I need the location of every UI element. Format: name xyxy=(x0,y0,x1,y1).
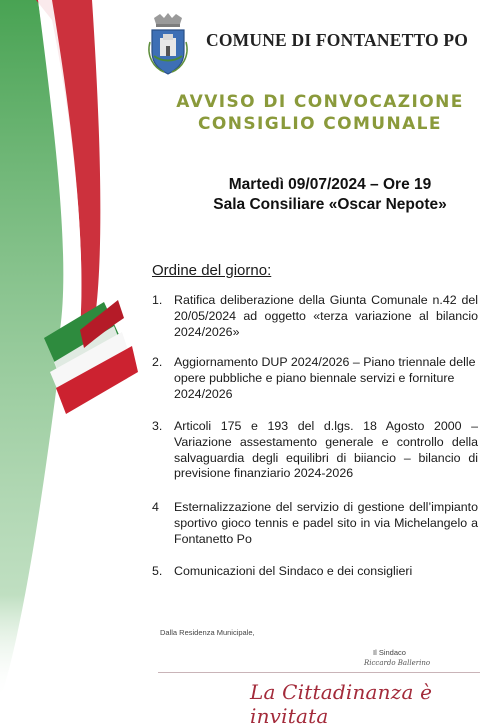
agenda-item-number: 1. xyxy=(152,293,163,307)
agenda-item-text: Esternalizzazione del servizio di gestione dell’impianto sportivo gioco tennis e padel sito in via Michelangelo a Fontanetto Po xyxy=(174,500,478,546)
residenza-label: Dalla Residenza Municipale, xyxy=(160,628,255,637)
agenda-item xyxy=(152,355,478,402)
agenda-title: Ordine del giorno: xyxy=(152,262,272,279)
meeting-date-time: Martedì 09/07/2024 – Ore 19 xyxy=(228,176,432,193)
meeting-place: Sala Consiliare «Oscar Nepote» xyxy=(213,196,447,213)
sindaco-signature: Riccardo Ballerino xyxy=(364,659,431,667)
agenda-item xyxy=(152,293,478,340)
sindaco-label: Il Sindaco xyxy=(373,648,406,657)
agenda-item-text: Articoli 175 e 193 del d.lgs. 18 Agosto 2000 – Variazione assestamento generale e controllo della salvaguardia degli equilibri di biiancio – bilancio di previsione finanziario 2024-2026 xyxy=(174,419,478,481)
agenda-item-text: Aggiornamento DUP 2024/2026 – Piano triennale delle opere pubbliche e piano biennale servizi e forniture 2024/2026 xyxy=(174,355,476,401)
agenda-item-number: 4 xyxy=(152,500,159,514)
municipal-crest-icon xyxy=(146,12,190,76)
notice-title-line1: AVVISO DI CONVOCAZIONE xyxy=(176,92,464,112)
agenda-item-text: Comunicazioni del Sindaco e dei consiglieri xyxy=(174,564,413,578)
notice-title-line2: CONSIGLIO COMUNALE xyxy=(198,114,442,134)
agenda-item xyxy=(152,419,478,482)
agenda-item-number: 3. xyxy=(152,419,163,433)
agenda-item-text: Ratifica deliberazione della Giunta Comunale n.42 del 20/05/2024 ad oggetto «terza variazione al bilancio 2024/2026» xyxy=(174,293,478,339)
agenda-item-number: 5. xyxy=(152,564,163,578)
agenda-item xyxy=(152,564,478,580)
agenda-item-number: 2. xyxy=(152,355,163,369)
agenda-item xyxy=(152,500,478,547)
signature-divider xyxy=(158,672,480,673)
invitation-text: La Cittadinanza è invitata xyxy=(250,680,433,728)
comune-name: COMUNE DI FONTANETTO PO xyxy=(206,30,469,50)
